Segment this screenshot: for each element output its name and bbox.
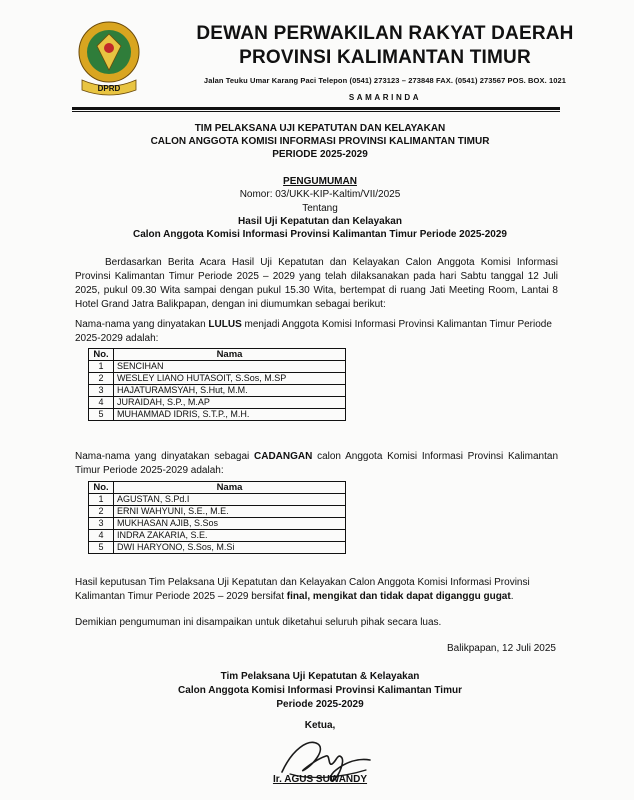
letterhead-address: Jalan Teuku Umar Karang Paci Telepon (0541) 273123 – 273848 FAX. (0541) 273567 POS. BOX. 1021	[203, 76, 567, 85]
row-no: 5	[89, 409, 114, 421]
row-no: 3	[89, 518, 114, 530]
place-date: Balikpapan, 12 Juli 2025	[447, 643, 556, 654]
row-name: WESLEY LIANO HUTASOIT, S.Sos, M.SP	[114, 373, 346, 385]
reserve-paragraph	[75, 450, 558, 478]
heading-line2: CALON ANGGOTA KOMISI INFORMASI PROVINSI KALIMANTAN TIMUR	[150, 136, 490, 147]
intro-paragraph: Berdasarkan Berita Acara Hasil Uji Kepatutan dan Kelayakan Calon Anggota Komisi Informasi Provinsi Kalimantan Timur Periode 2025 – 2029 yang telah dilaksanakan pada hari Sabtu tanggal 12 Juli 2025, pukul 09.30 Wita sampai dengan pukul 15.30 Wita, bertempat di ruang Jati Meeting Room, Lantai 8 Hotel Grand Jatra Balikpapan, dengan ini diumumkan sebagai berikut:	[75, 257, 558, 310]
heading-line1: TIM PELAKSANA UJI KEPATUTAN DAN KELAYAKAN	[194, 123, 446, 134]
reserve-header-name: Nama	[114, 482, 346, 494]
letterhead-divider-thin	[72, 111, 560, 112]
sign-line1: Tim Pelaksana Uji Kepatutan & Kelayakan	[220, 671, 420, 682]
row-name: INDRA ZAKARIA, S.E.	[114, 530, 346, 542]
letterhead-title-line2: PROVINSI KALIMANTAN TIMUR	[239, 47, 531, 68]
passed-table	[88, 348, 346, 421]
row-name: AGUSTAN, S.Pd.I	[114, 494, 346, 506]
passed-header-no: No.	[89, 349, 114, 361]
row-no: 5	[89, 542, 114, 554]
table-row	[89, 409, 346, 421]
decision-paragraph	[75, 576, 558, 604]
row-name: MUKHASAN AJIB, S.Sos	[114, 518, 346, 530]
table-row	[89, 506, 346, 518]
passed-keyword: LULUS	[208, 319, 242, 330]
dprd-logo	[76, 18, 142, 98]
letterhead-title	[150, 22, 620, 70]
announcement-number: Nomor: 03/UKK-KIP-Kaltim/VII/2025	[239, 189, 401, 200]
table-row	[89, 385, 346, 397]
table-row	[89, 397, 346, 409]
table-row	[89, 373, 346, 385]
sign-line3: Periode 2025-2029	[276, 699, 364, 710]
passed-post: menjadi Anggota Komisi Informasi Provinsi Kalimantan Timur Periode 2025-2029 adalah:	[75, 319, 552, 344]
signer-role: Ketua,	[304, 720, 336, 731]
row-no: 1	[89, 494, 114, 506]
announcement-subject1: Hasil Uji Kepatutan dan Kelayakan	[238, 216, 402, 227]
closing-paragraph: Demikian pengumuman ini disampaikan untuk diketahui seluruh pihak secara luas.	[75, 617, 442, 628]
row-name: SENCIHAN	[114, 361, 346, 373]
announcement-subject2: Calon Anggota Komisi Informasi Provinsi Kalimantan Timur Periode 2025-2029	[133, 229, 507, 240]
row-name: JURAIDAH, S.P., M.AP	[114, 397, 346, 409]
passed-pre: Nama-nama yang dinyatakan	[75, 319, 209, 330]
row-no: 2	[89, 373, 114, 385]
signer-name: Ir. AGUS SUWANDY	[272, 774, 368, 785]
letterhead-divider	[72, 107, 560, 110]
table-row	[89, 361, 346, 373]
row-no: 4	[89, 397, 114, 409]
letterhead-title-line1: DEWAN PERWAKILAN RAKYAT DAERAH	[196, 23, 574, 44]
reserve-table	[88, 481, 346, 554]
sign-line2: Calon Anggota Komisi Informasi Provinsi Kalimantan Timur	[178, 685, 462, 696]
row-no: 2	[89, 506, 114, 518]
heading-line3: PERIODE 2025-2029	[272, 149, 368, 160]
letterhead-city: SAMARINDA	[348, 93, 422, 102]
table-row	[89, 518, 346, 530]
reserve-pre: Nama-nama yang dinyatakan sebagai	[75, 451, 254, 462]
row-name: HAJATURAMSYAH, S.Hut, M.M.	[114, 385, 346, 397]
announcement-label: PENGUMUMAN	[283, 176, 357, 187]
passed-header-name: Nama	[114, 349, 346, 361]
passed-paragraph	[75, 318, 558, 346]
table-row	[89, 530, 346, 542]
row-name: ERNI WAHYUNI, S.E., M.E.	[114, 506, 346, 518]
reserve-post: calon Anggota Komisi Informasi Provinsi Kalimantan Timur Periode 2025-2029 adalah:	[75, 451, 559, 476]
announcement-about: Tentang	[302, 203, 338, 214]
table-row	[89, 494, 346, 506]
table-row	[89, 542, 346, 554]
reserve-keyword: CADANGAN	[254, 451, 313, 462]
decision-keyword: final, mengikat dan tidak dapat diganggu gugat	[286, 591, 511, 602]
decision-post: .	[510, 591, 514, 602]
row-no: 3	[89, 385, 114, 397]
row-name: DWI HARYONO, S.Sos, M.Si	[114, 542, 346, 554]
reserve-header-no: No.	[89, 482, 114, 494]
row-name: MUHAMMAD IDRIS, S.T.P., M.H.	[114, 409, 346, 421]
logo-text: DPRD	[97, 84, 121, 93]
decision-pre: Hasil keputusan Tim Pelaksana Uji Kepatutan dan Kelayakan Calon Anggota Komisi Informasi Provinsi Kalimantan Timur Periode 2025 – 2029 bersifat	[75, 577, 530, 602]
row-no: 1	[89, 361, 114, 373]
row-no: 4	[89, 530, 114, 542]
